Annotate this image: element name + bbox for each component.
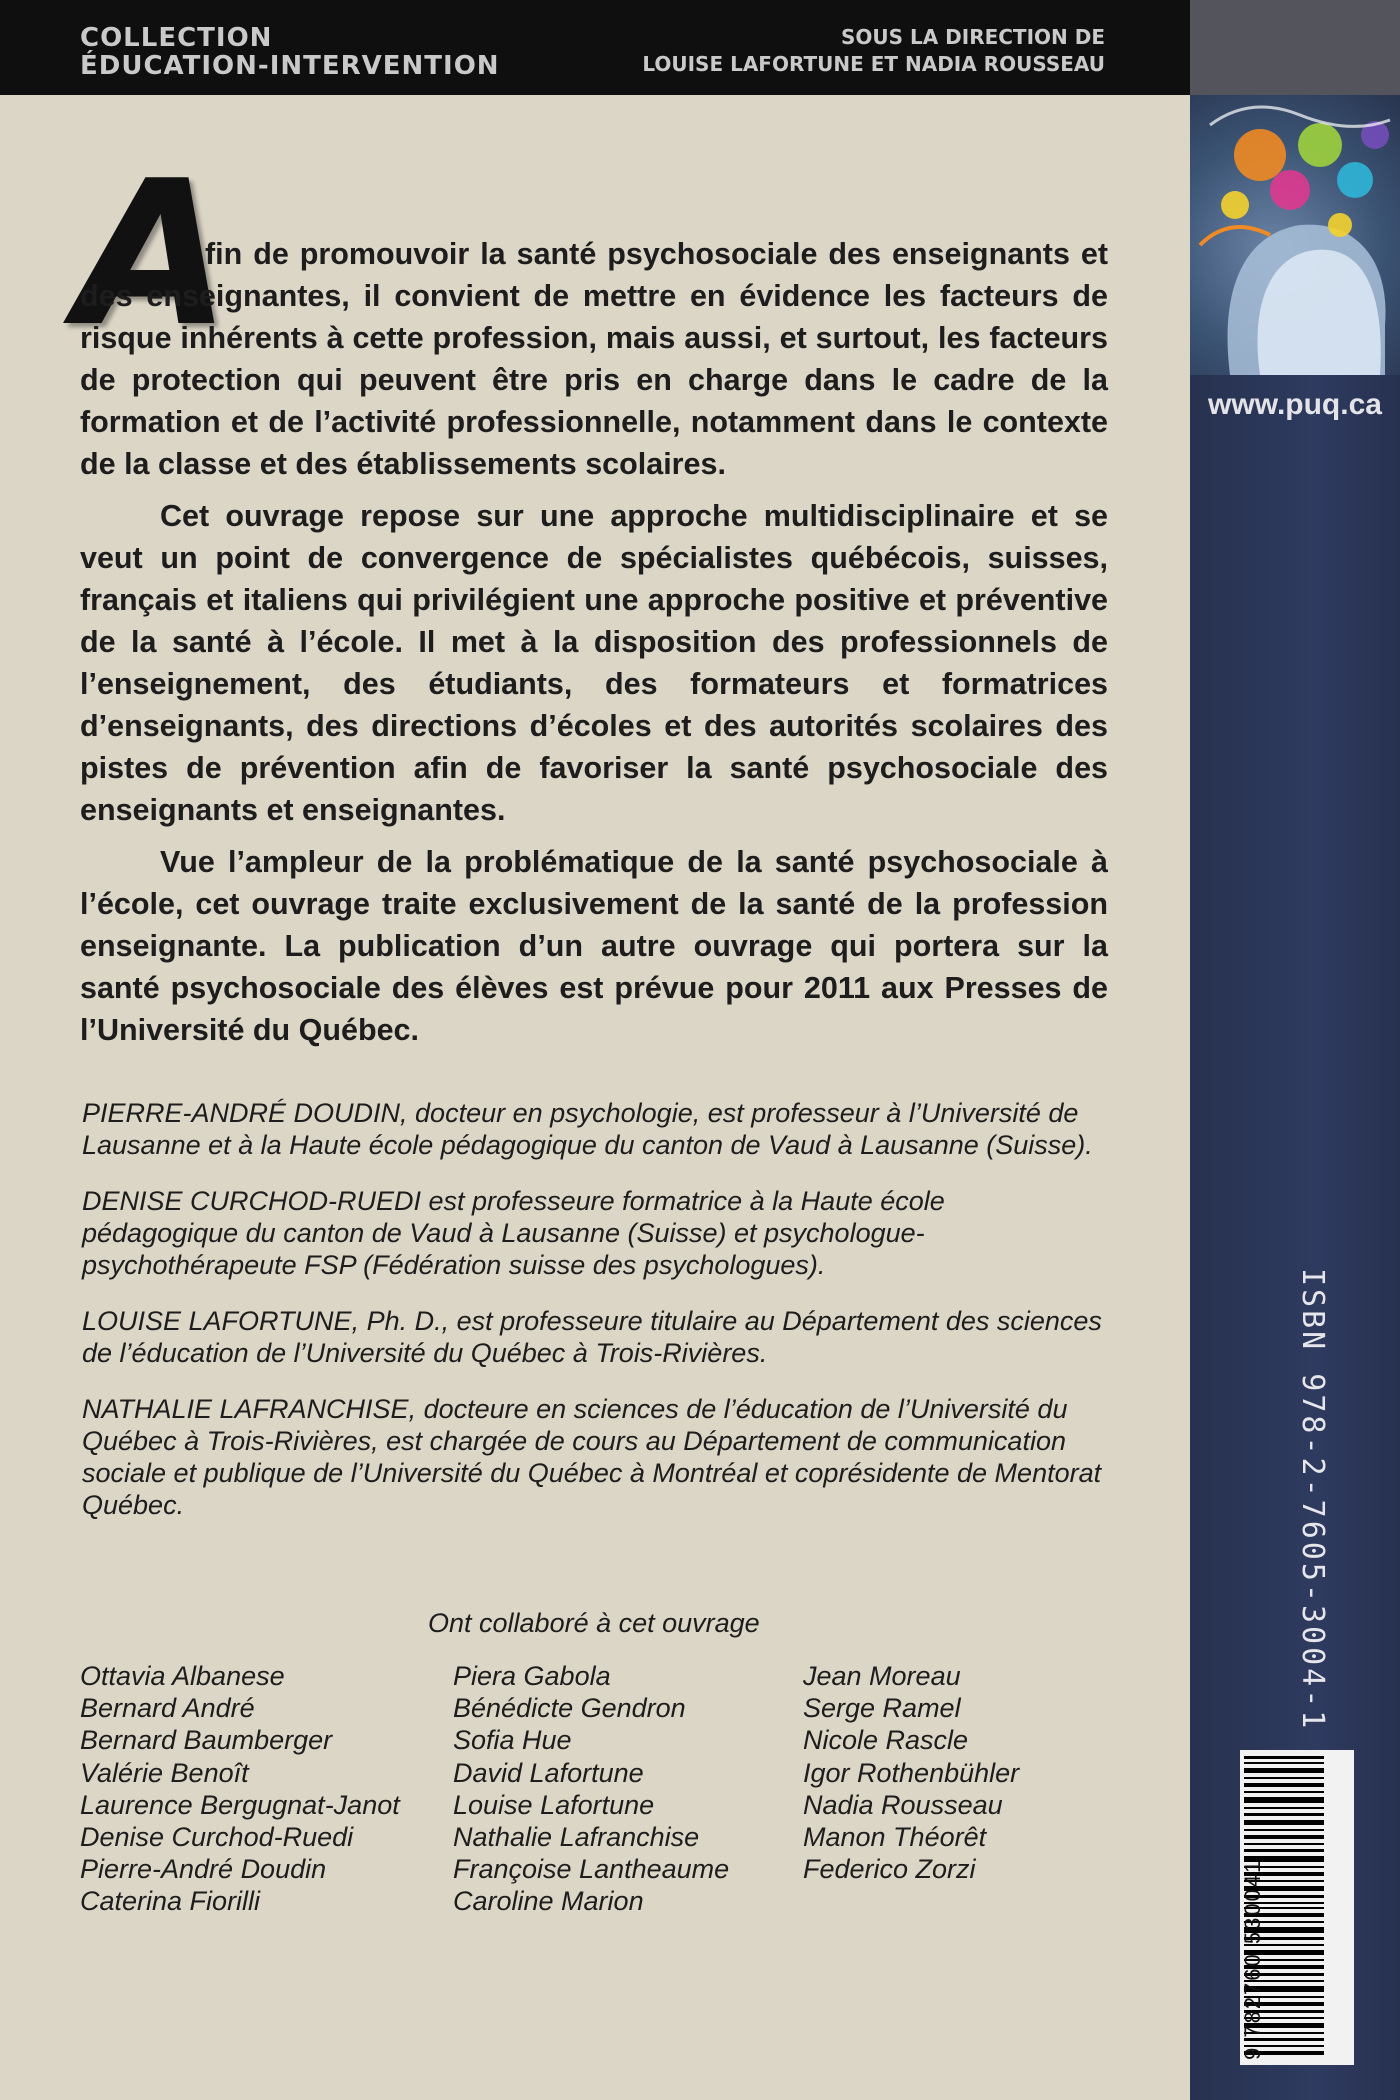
bio-doudin: PIERRE-ANDRÉ DOUDIN, docteur en psychologie, est professeur à l’Université de Lausanne et à la Haute école pédagogique du canton de Vaud à Lausanne (Suisse). — [82, 1098, 1093, 1160]
collection-name — [80, 24, 500, 80]
collaborator: Bernard André — [80, 1693, 255, 1724]
collaborator: Nicole Rascle — [803, 1725, 969, 1756]
collaborator: David Lafortune — [453, 1757, 644, 1788]
editors — [642, 24, 1105, 78]
cover-artwork — [1190, 95, 1400, 375]
paragraph-2: Cet ouvrage repose sur une approche multidisciplinaire et se veut un point de convergence de spécialistes québécois, suisses, français et italiens qui privilégient une approche positive et préventive de la santé à l’école. Il met à la disposition des professionnels de l’enseignement, des étudiants, des formateurs et formatrices d’enseignants, des directions d’écoles et des autorités scolaires des pistes de prévention afin de favoriser la santé psychosociale des enseignants et enseignantes. — [80, 499, 1108, 827]
collaborators-column-3 — [803, 1660, 1019, 1885]
publisher-url[interactable]: www.puq.ca — [1208, 388, 1382, 421]
collaborator: Nathalie Lafranchise — [453, 1822, 700, 1853]
collaborator: Sofia Hue — [453, 1725, 572, 1756]
author-bios — [82, 1097, 1102, 1545]
bio-lafortune: LOUISE LAFORTUNE, Ph. D., est professeure titulaire au Département des sciences de l’éducation de l’Université du Québec à Trois-Rivières. — [82, 1306, 1102, 1368]
collaborator: Caroline Marion — [453, 1886, 644, 1917]
collaborator: Nadia Rousseau — [803, 1789, 1003, 1820]
collaborators-column-2 — [453, 1660, 729, 1918]
collaborator: Laurence Bergugnat-Janot — [80, 1789, 400, 1820]
spine-top-band — [1190, 0, 1400, 95]
collaborator: Bénédicte Gendron — [453, 1693, 686, 1724]
collaborator: Françoise Lantheaume — [453, 1854, 730, 1885]
series-line-2: ÉDUCATION-INTERVENTION — [80, 51, 500, 81]
drop-cap: A — [76, 138, 231, 371]
bio-lafranchise: NATHALIE LAFRANCHISE, docteure en sciences de l’éducation de l’Université du Québec à Trois-Rivières, est chargée de cours au Département de communication sociale et publique de l’Université du Québec à Montréal et coprésidente de Mentorat Québec. — [82, 1394, 1102, 1520]
series-line-1: COLLECTION — [80, 23, 273, 53]
collaborator: Denise Curchod-Ruedi — [80, 1822, 354, 1853]
paragraph-3: Vue l’ampleur de la problématique de la santé psychosociale à l’école, cet ouvrage traite exclusivement de la santé de la profession enseignante. La publication d’un autre ouvrage qui portera sur la santé psychosociale des élèves est prévue pour 2011 aux Presses de l’Université du Québec. — [80, 845, 1108, 1047]
bio-curchod-ruedi: DENISE CURCHOD-RUEDI est professeure formatrice à la Haute école pédagogique du canton de Vaud à Lausanne (Suisse) et psychologue-psychothérapeute FSP (Fédération suisse des psychologues). — [82, 1186, 945, 1280]
head-illustration — [1190, 95, 1400, 375]
collaborator: Serge Ramel — [803, 1693, 961, 1724]
collaborator: Ottavia Albanese — [80, 1661, 285, 1691]
direction-line-1: SOUS LA DIRECTION DE — [840, 25, 1105, 49]
collaborator: Pierre-André Doudin — [80, 1854, 327, 1885]
collaborators-column-1 — [80, 1660, 400, 1918]
direction-line-2: LOUISE LAFORTUNE ET NADIA ROUSSEAU — [642, 52, 1105, 76]
collaborator: Valérie Benoît — [80, 1757, 249, 1788]
paragraph-1: fin de promouvoir la santé psychosociale des enseignants et des enseignantes, il convient de mettre en évidence les facteurs de risque inhérents à cette profession, mais aussi, et surtout, les facteurs de protection qui peuvent être pris en charge dans le cadre de la formation et de l’activité professionnelle, notamment dans le contexte de la classe et des établissements scolaires. — [80, 237, 1108, 481]
collaborator: Jean Moreau — [803, 1661, 961, 1691]
header-bar — [0, 0, 1190, 95]
collaborator: Bernard Baumberger — [80, 1725, 333, 1756]
collaborator: Piera Gabola — [453, 1661, 611, 1691]
summary-text — [80, 233, 1108, 1061]
collaborator: Louise Lafortune — [453, 1789, 655, 1820]
collaborator: Federico Zorzi — [803, 1854, 976, 1885]
collaborator: Caterina Fiorilli — [80, 1886, 261, 1917]
collaborators-title: Ont collaboré à cet ouvrage — [428, 1608, 760, 1638]
isbn-text: ISBN 978-2-7605-3004-1 — [1295, 1268, 1330, 1732]
collaborator: Igor Rothenbühler — [803, 1757, 1020, 1788]
barcode-digits: 9 782760 530041 — [1240, 1858, 1265, 2060]
collaborator: Manon Théorêt — [803, 1822, 987, 1853]
